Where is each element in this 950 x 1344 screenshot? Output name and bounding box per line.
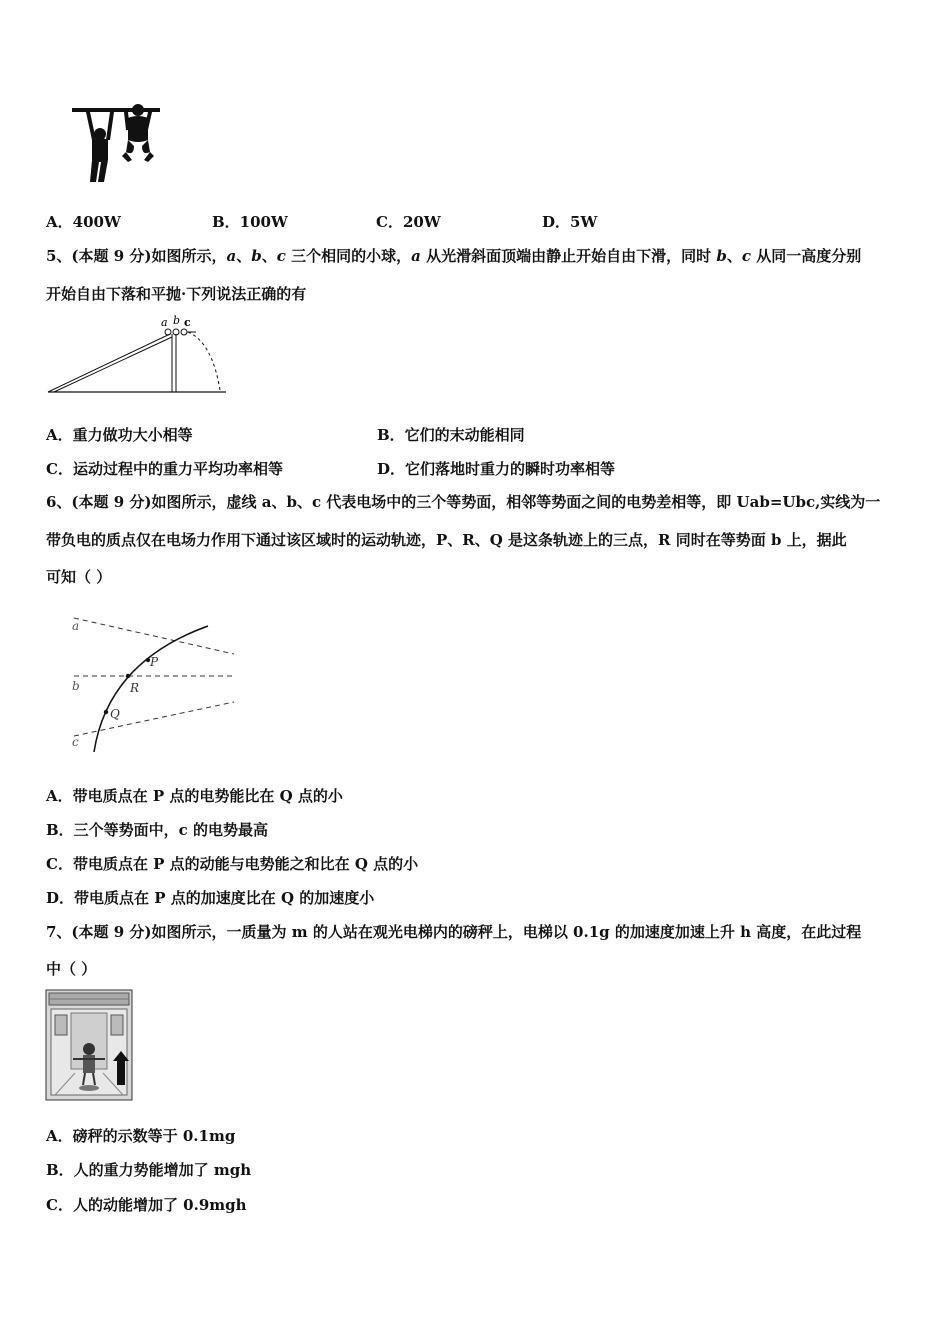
q7-option-b[interactable]: B．人的重力势能增加了 mgh	[46, 1161, 252, 1179]
incline-label-a: a	[161, 316, 168, 329]
q5-option-c[interactable]: C．运动过程中的重力平均功率相等	[46, 460, 283, 478]
q5-option-d[interactable]: D．它们落地时重力的瞬时功率相等	[377, 460, 616, 478]
q5-stem-line1: 5、(本题 9 分)如图所示，a、b、c 三个相同的小球，a 从光滑斜面顶端由静止开始自由下滑，同时 b、c 从同一高度分别	[46, 247, 862, 265]
q4-option-c[interactable]: C．20W	[376, 213, 441, 231]
label-q: Q	[110, 707, 120, 721]
label-c: c	[72, 735, 79, 749]
q7-option-c[interactable]: C．人的动能增加了 0.9mgh	[46, 1196, 247, 1214]
q4-option-d[interactable]: D．5W	[542, 213, 598, 231]
q7-stem-line1: 7、(本题 9 分)如图所示，一质量为 m 的人站在观光电梯内的磅秤上，电梯以 0.1g 的加速度加速上升 h 高度，在此过程	[46, 923, 862, 941]
incline-label-b: b	[173, 314, 181, 327]
q5-option-b[interactable]: B．它们的末动能相同	[377, 426, 525, 444]
q6-option-c[interactable]: C．带电质点在 P 点的动能与电势能之和比在 Q 点的小	[46, 855, 419, 873]
equipotential-figure	[68, 612, 240, 756]
incline-label-c: c	[184, 316, 191, 329]
label-b: b	[72, 679, 80, 693]
elevator-figure	[45, 989, 133, 1101]
q4-option-a[interactable]: A．400W	[46, 213, 121, 231]
q6-stem-line3: 可知（ ）	[46, 568, 112, 586]
label-a: a	[72, 619, 80, 633]
label-p: P	[150, 655, 159, 669]
q6-stem-line1: 6、(本题 9 分)如图所示，虚线 a、b、c 代表电场中的三个等势面，相邻等势面之间的电势差相等，即 Uab=Ubc,实线为一	[46, 493, 881, 511]
q7-option-a[interactable]: A．磅秤的示数等于 0.1mg	[46, 1127, 236, 1145]
q6-option-d[interactable]: D．带电质点在 P 点的加速度比在 Q 的加速度小	[46, 889, 375, 907]
label-r: R	[130, 681, 140, 695]
q5-option-a[interactable]: A．重力做功大小相等	[46, 426, 193, 444]
q5-stem-line2: 开始自由下落和平抛·下列说法正确的有	[46, 285, 307, 303]
q7-stem-line2: 中（ ）	[46, 960, 97, 978]
q6-option-b[interactable]: B．三个等势面中，c 的电势最高	[46, 821, 269, 839]
q4-option-b[interactable]: B．100W	[212, 213, 288, 231]
q6-option-a[interactable]: A．带电质点在 P 点的电势能比在 Q 点的小	[46, 787, 343, 805]
incline-figure	[44, 312, 234, 396]
q6-stem-line2: 带负电的质点仅在电场力作用下通过该区域时的运动轨迹，P、R、Q 是这条轨迹上的三点，R 同时在等势面 b 上，据此	[46, 531, 847, 549]
pullup-figure	[68, 100, 168, 188]
